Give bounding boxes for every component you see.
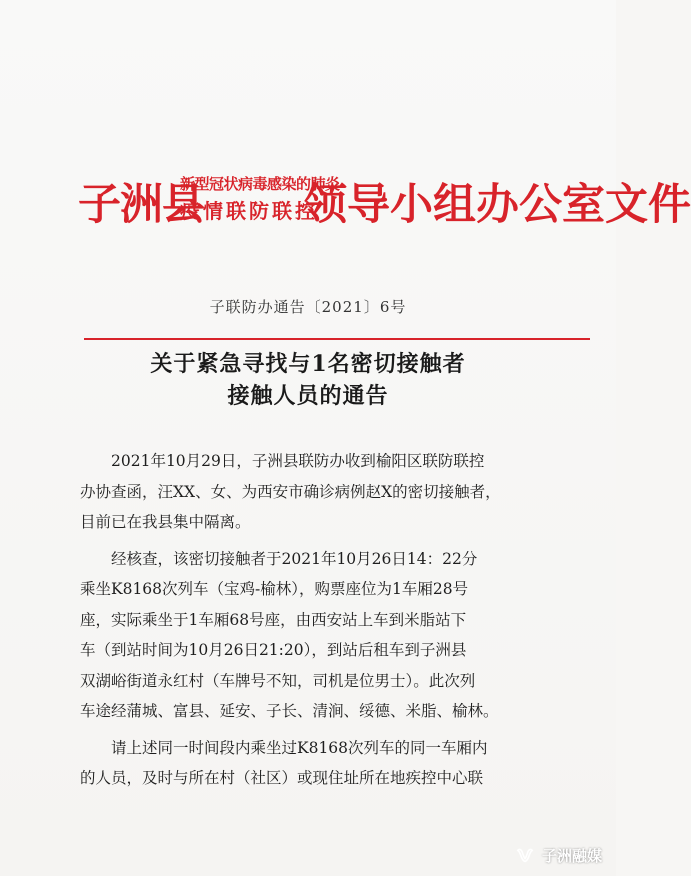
letterhead-stack: [180, 172, 340, 226]
watermark: [514, 844, 602, 866]
paragraph-line: 乘坐K8168次列车（宝鸡-榆林），购票座位为1车厢28号: [80, 580, 469, 598]
paragraph-line: 请上述同一时间段内乘坐过K8168次列车的同一车厢内: [111, 738, 488, 757]
red-divider: [84, 338, 590, 340]
paragraph-line: 的人员，及时与所在村（社区）或现住址所在地疾控中心联: [80, 769, 484, 787]
paragraph-3: [80, 733, 550, 794]
letterhead-stack-bottom: 疫情联防联控: [180, 199, 318, 223]
title-line-2: 接触人员的通告: [227, 383, 389, 409]
wechat-channel-icon: [514, 844, 536, 866]
notice-title: [0, 348, 616, 412]
document-number: 子联防办通告〔2021〕6号: [209, 298, 407, 316]
paragraph-line: 车（到站时间为10月26日21:20），到站后租车到子洲县: [80, 641, 467, 659]
paragraph-1: [80, 446, 550, 538]
paragraph-line: 车途经蒲城、富县、延安、子长、清涧、绥德、米脂、榆林。: [80, 702, 499, 720]
letterhead-office: 领导小组办公室文件: [304, 180, 691, 230]
paragraph-line: 目前已在我县集中隔离。: [80, 513, 251, 531]
paragraph-line: 双湖峪街道永红村（车牌号不知，司机是位男士）。此次列: [80, 671, 476, 690]
notice-body: [80, 446, 550, 794]
paragraph-line: 办协查函，汪XX、女、为西安市确诊病例赵X的密切接触者，: [80, 482, 501, 501]
paragraph-2: [80, 544, 550, 727]
paragraph-line: 2021年10月29日，子洲县联防办收到榆阳区联防联控: [111, 452, 485, 470]
letterhead-stack-top: 新型冠状病毒感染的肺炎: [180, 175, 340, 193]
paragraph-line: 座，实际乘坐于1车厢68号座，由西安站上车到米脂站下: [80, 610, 467, 629]
watermark-text: 子洲融媒: [541, 846, 602, 865]
title-line-1: 关于紧急寻找与1名密切接触者: [150, 351, 466, 377]
paragraph-line: 经核查，该密切接触者于2021年10月26日14：22分: [111, 549, 478, 568]
letterhead-county: 子洲县: [78, 180, 204, 230]
